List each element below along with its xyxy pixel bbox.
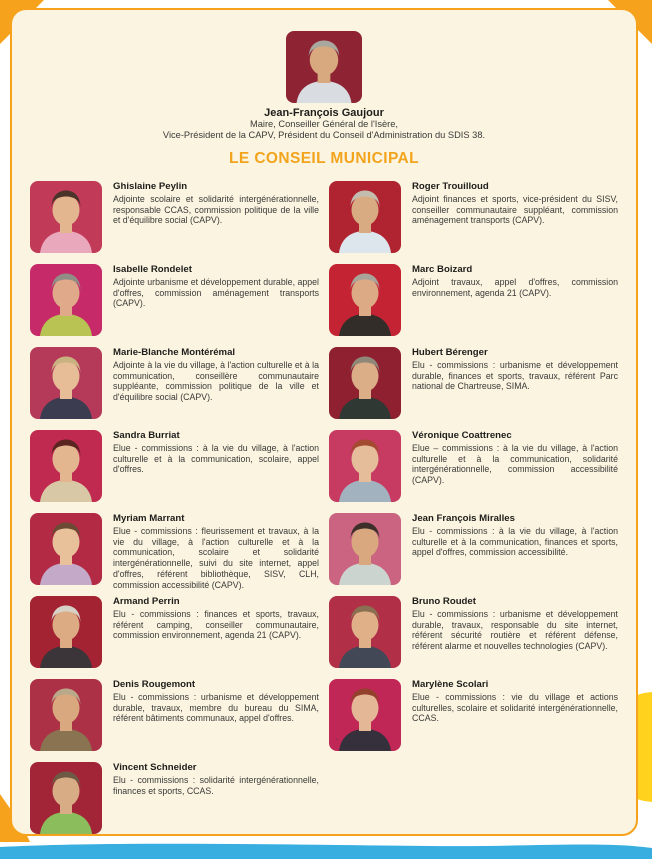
- member-photo: [30, 596, 102, 668]
- mayor-section: [12, 10, 636, 141]
- member-name: Véronique Coattrenec: [412, 430, 512, 442]
- members-column-right: [329, 181, 618, 836]
- member-name: Armand Perrin: [113, 596, 180, 608]
- member-photo: [329, 596, 401, 668]
- member-text: [113, 430, 319, 502]
- portrait-icon: [30, 596, 102, 668]
- member-card: [329, 596, 618, 668]
- member-photo: [30, 679, 102, 751]
- bottom-blue-band: [0, 837, 652, 859]
- member-text: [113, 513, 319, 590]
- member-text: [113, 347, 319, 419]
- member-name: Sandra Burriat: [113, 430, 180, 442]
- member-text: [412, 430, 618, 502]
- portrait-icon: [329, 430, 401, 502]
- member-card: [30, 513, 319, 590]
- member-name: Roger Trouilloud: [412, 181, 489, 193]
- member-text: [412, 513, 618, 585]
- member-name: Myriam Marrant: [113, 513, 185, 525]
- member-photo: [329, 181, 401, 253]
- member-photo: [329, 430, 401, 502]
- member-card: [30, 347, 319, 419]
- member-description: Adjointe à la vie du village, à l'action culturelle et à la communication, conseillère communautaire suppléante, commission politique de la ville et d'équilibre social (CAPV).: [113, 360, 319, 403]
- member-description: Adjointe scolaire et solidarité intergénérationnelle, responsable CCAS, commission politique de la ville et d'équilibre social (CAPV).: [113, 194, 319, 226]
- member-card: [30, 679, 319, 751]
- member-card: [329, 347, 618, 419]
- member-photo: [30, 513, 102, 585]
- portrait-icon: [30, 264, 102, 336]
- portrait-icon: [30, 181, 102, 253]
- member-name: Ghislaine Peylin: [113, 181, 188, 193]
- members-grid: [12, 181, 636, 836]
- member-description: Adjoint finances et sports, vice-président du SISV, conseiller communautaire suppléant, commission aménagement transports (CAPV).: [412, 194, 618, 226]
- member-text: [412, 264, 618, 336]
- mayor-subtitle-line1: Maire, Conseiller Général de l'Isère,: [249, 119, 398, 129]
- portrait-icon: [329, 596, 401, 668]
- member-card: [329, 264, 618, 336]
- portrait-icon: [329, 513, 401, 585]
- member-card: [329, 679, 618, 751]
- mayor-photo: [286, 31, 362, 103]
- member-name: Hubert Bérenger: [412, 347, 488, 359]
- member-card: [30, 596, 319, 668]
- stray-period-mark: .: [336, 732, 339, 742]
- member-name: Marie-Blanche Montérémal: [113, 347, 236, 359]
- member-description: Adjoint travaux, appel d'offres, commission environnement, agenda 21 (CAPV).: [412, 277, 618, 298]
- member-photo: [329, 679, 401, 751]
- portrait-icon: [30, 762, 102, 834]
- member-text: [113, 596, 319, 668]
- member-text: [113, 181, 319, 253]
- member-text: [113, 264, 319, 336]
- member-card: [329, 430, 618, 502]
- member-description: Adjointe urbanisme et développement durable, appel d'offres, commission aménagement transports (CAPV).: [113, 277, 319, 309]
- member-description: Elu - commissions : finances et sports, travaux, référent camping, conseiller communautaire, commission environnement, agenda 21 (CAPV).: [113, 609, 319, 641]
- member-description: Elu - commissions : urbanisme et développement durable, travaux, responsable du site internet, référent sécurité routière et référent défense, référent alarme et nouvelles technologies (CAPV).: [412, 609, 618, 652]
- mayor-name: Jean-François Gaujour: [264, 107, 384, 119]
- member-card: [30, 762, 319, 834]
- member-name: Bruno Roudet: [412, 596, 476, 608]
- member-description: Elu - commissions : urbanisme et développement durable, travaux, membre du bureau du SIMA, référent bâtiments communaux, appel d'offres.: [113, 692, 319, 724]
- portrait-icon: [30, 513, 102, 585]
- member-name: Marylène Scolari: [412, 679, 489, 691]
- page-sheet: [10, 8, 638, 836]
- member-name: Jean François Miralles: [412, 513, 515, 525]
- member-text: [113, 679, 319, 751]
- member-card: [30, 430, 319, 502]
- member-description: Elue – commissions : à la vie du village, à l'action culturelle et à la communication, solidarité intergénérationnelle, commission accessibilité (CAPV).: [412, 443, 618, 486]
- member-name: Vincent Schneider: [113, 762, 197, 774]
- member-photo: [30, 347, 102, 419]
- member-photo: [30, 430, 102, 502]
- member-photo: [329, 347, 401, 419]
- mayor-subtitle-line2: Vice-Président de la CAPV, Président du Conseil d'Administration du SDIS 38.: [162, 130, 486, 141]
- portrait-icon: [30, 430, 102, 502]
- portrait-icon: [329, 347, 401, 419]
- member-text: [113, 762, 319, 834]
- member-photo: [329, 513, 401, 585]
- portrait-icon: [329, 679, 401, 751]
- member-text: [412, 347, 618, 419]
- member-card: [30, 181, 319, 253]
- member-description: Elue - commissions : fleurissement et travaux, à la vie du village, à l'action culturelle et à la communication, scolaire et solidarité intergénérationnelle, suivi du site internet, appel d'offres, référent bibliothèque, SISV, CLH, commission accessibilité (CAPV).: [113, 526, 319, 590]
- portrait-icon: [329, 264, 401, 336]
- member-name: Marc Boizard: [412, 264, 473, 276]
- member-description: Elue - commissions : vie du village et actions culturelles, scolaire et solidarité intergénérationnelle, CCAS.: [412, 692, 618, 724]
- portrait-icon: [329, 181, 401, 253]
- member-name: Denis Rougemont: [113, 679, 196, 691]
- portrait-icon: [286, 31, 362, 103]
- member-photo: [30, 181, 102, 253]
- members-column-left: [30, 181, 319, 836]
- member-name: Isabelle Rondelet: [113, 264, 192, 276]
- member-photo: [30, 264, 102, 336]
- member-card: [30, 264, 319, 336]
- portrait-icon: [30, 347, 102, 419]
- member-card: [329, 513, 618, 585]
- member-description: Elu - commissions : à la vie du village, à l'action culturelle et à la communication, finances et sports, appel d'offres, commission accessibilité.: [412, 526, 618, 558]
- portrait-icon: [30, 679, 102, 751]
- member-photo: [329, 264, 401, 336]
- page-title: LE CONSEIL MUNICIPAL: [229, 150, 419, 168]
- member-card: [329, 181, 618, 253]
- member-text: [412, 596, 618, 668]
- member-photo: [30, 762, 102, 834]
- member-text: [412, 679, 618, 751]
- member-description: Elu - commissions : solidarité intergénérationnelle, finances et sports, CCAS.: [113, 775, 319, 796]
- member-text: [412, 181, 618, 253]
- member-description: Elue - commissions : à la vie du village, à l'action culturelle et à la communication, scolaire, appel d'offres.: [113, 443, 319, 475]
- member-description: Elu - commissions : urbanisme et développement durable, finances et sports, travaux, référent Parc national de Chartreuse, SIMA.: [412, 360, 618, 392]
